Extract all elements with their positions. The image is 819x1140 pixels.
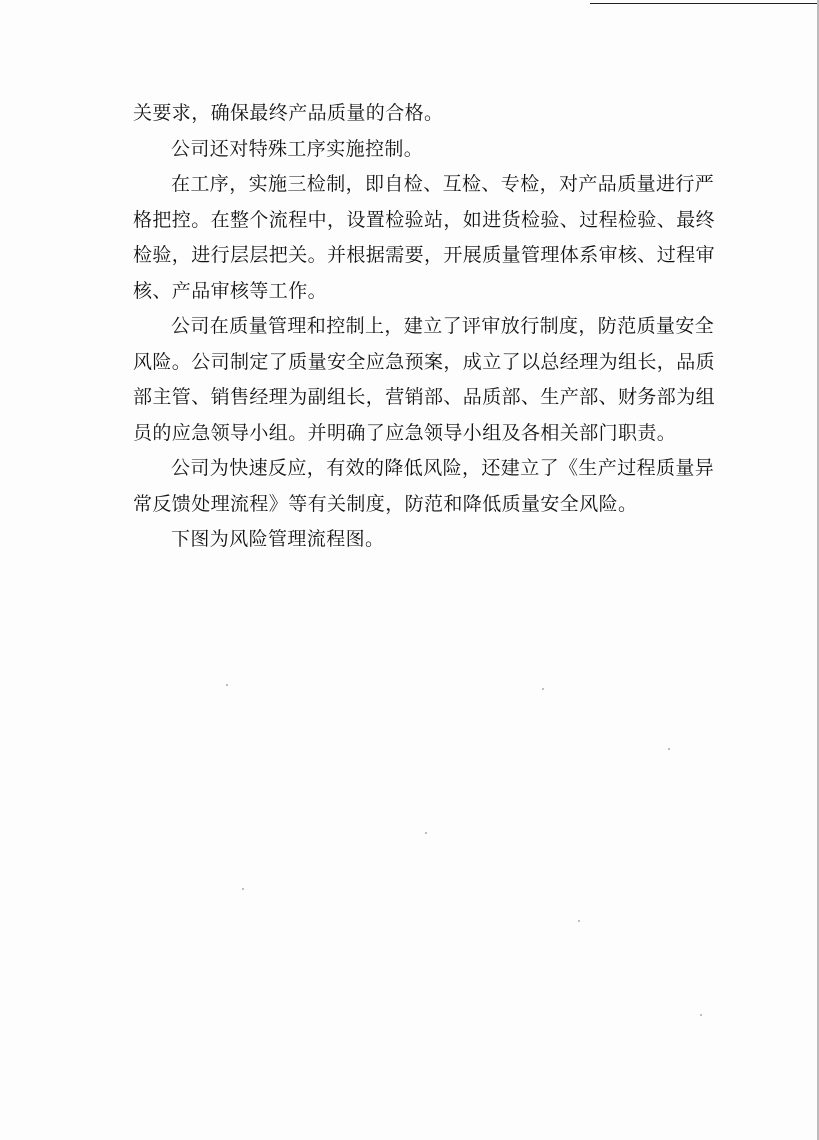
scan-speck (578, 920, 580, 922)
body-text (133, 96, 715, 558)
text-line: 格把控。在整个流程中，设置检验站，如进货检验、过程检验、最终 (133, 208, 716, 231)
text-line: 在工序，实施三检制，即自检、互检、专检，对产品质量进行严 (171, 173, 715, 195)
text-line: 关要求，确保最终产品质量的合格。 (133, 102, 444, 124)
scan-speck (226, 684, 228, 686)
text-line: 检验，进行层层把关。并根据需要，开展质量管理体系审核、过程审 (133, 244, 716, 266)
text-line: 公司为快速反应，有效的降低风险，还建立了《生产过程质量异 (171, 457, 715, 479)
scan-speck (668, 748, 670, 750)
scan-speck (542, 688, 544, 690)
text-line: 核、产品审核等工作。 (133, 279, 328, 302)
text-line: 公司还对特殊工序实施控制。 (171, 137, 424, 160)
scan-edge-top (590, 3, 819, 4)
text-line: 公司在质量管理和控制上，建立了评审放行制度，防范质量安全 (171, 315, 715, 337)
scan-speck (700, 1014, 702, 1016)
text-line: 常反馈处理流程》等有关制度，防范和降低质量安全风险。 (133, 492, 638, 515)
scan-speck (425, 832, 427, 834)
scan-speck (242, 888, 244, 890)
text-line: 风险。公司制定了质量安全应急预案，成立了以总经理为组长，品质 (133, 350, 716, 373)
text-line: 下图为风险管理流程图。 (171, 528, 385, 550)
text-line: 员的应急领导小组。并明确了应急领导小组及各相关部门职责。 (133, 421, 677, 444)
text-line: 部主管、销售经理为副组长，营销部、品质部、生产部、财务部为组 (133, 386, 716, 408)
